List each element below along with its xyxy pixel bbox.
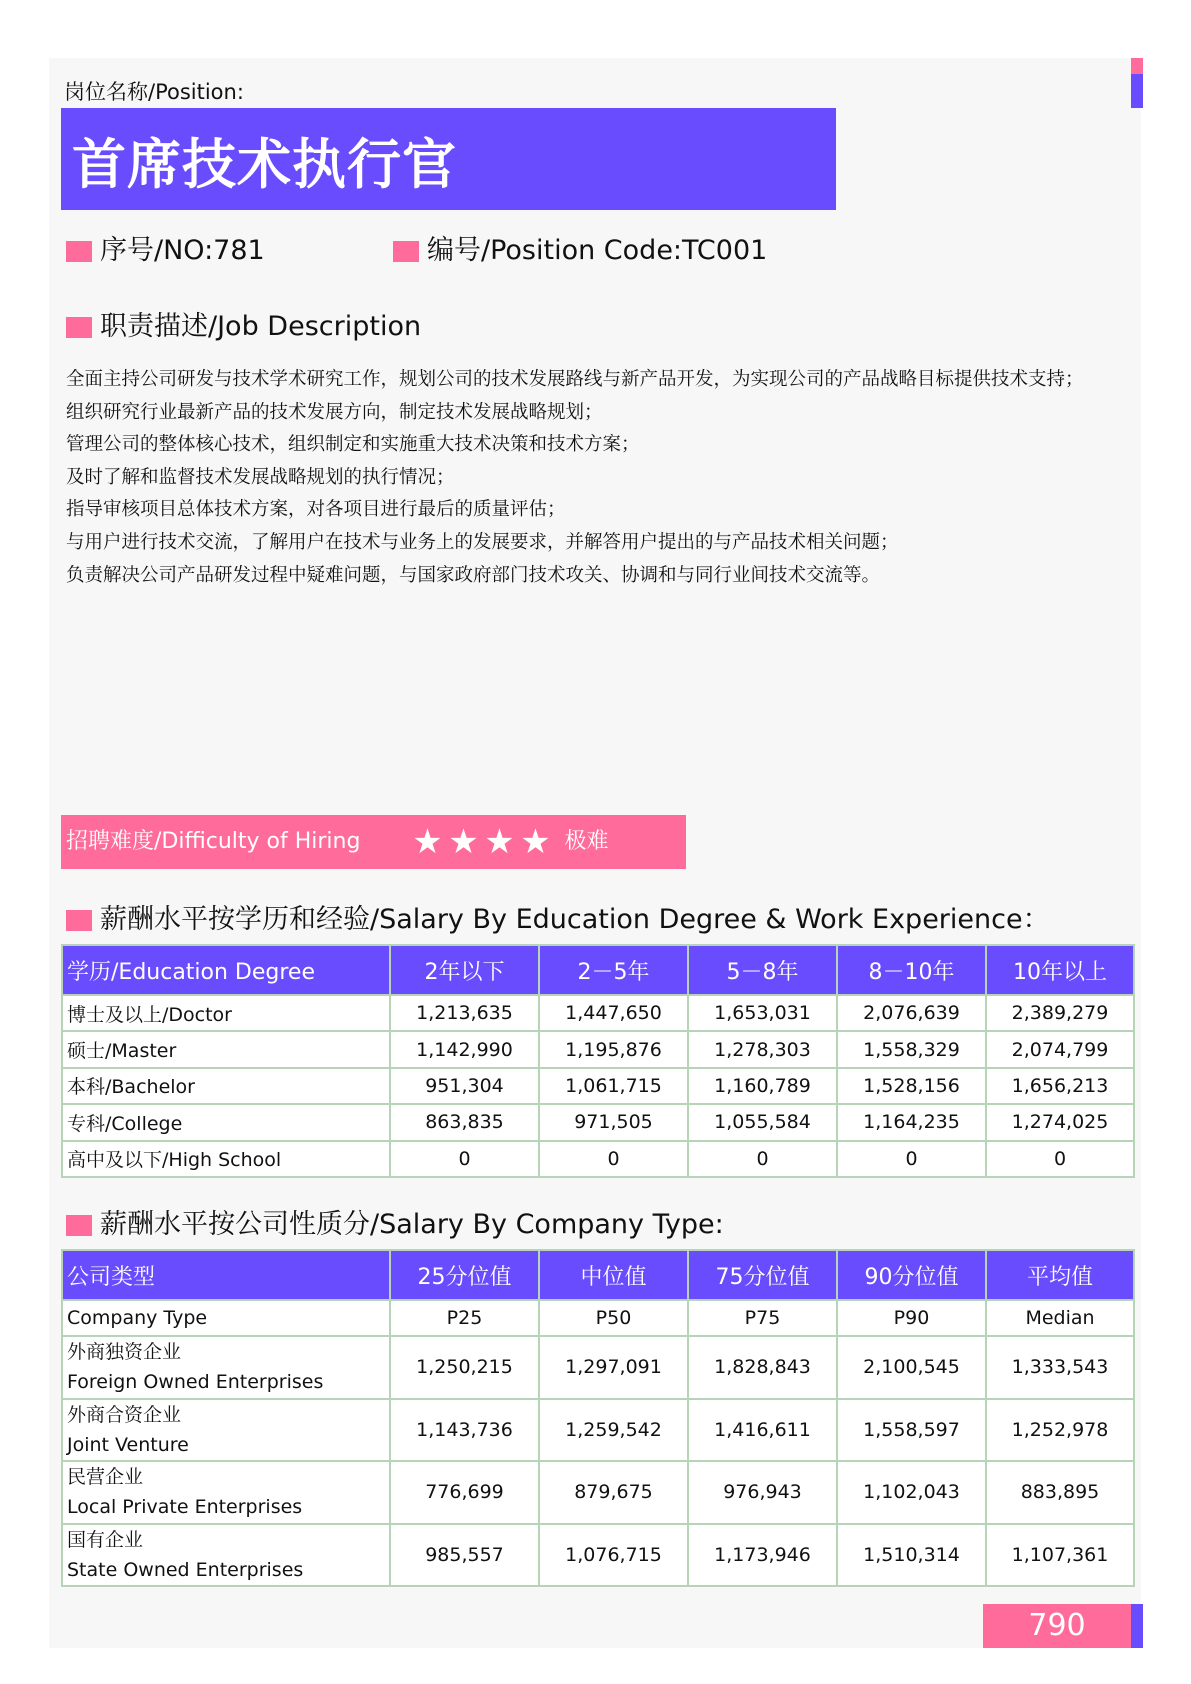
position-code-text: 编号/Position Code:TC001 bbox=[427, 235, 768, 266]
column-header: 2－5年 bbox=[539, 945, 688, 995]
corner-accent-pink bbox=[1131, 58, 1143, 74]
position-code bbox=[393, 228, 767, 267]
table-cell: 0 bbox=[986, 1141, 1134, 1177]
company-type-cell bbox=[62, 1399, 390, 1462]
description-line: 及时了解和监督技术发展战略规划的执行情况； bbox=[66, 466, 455, 488]
table-cell: 863,835 bbox=[390, 1104, 539, 1140]
page-number: 790 bbox=[983, 1604, 1131, 1648]
salary-company-heading bbox=[66, 1202, 724, 1241]
table-cell: Company Type bbox=[62, 1300, 390, 1336]
table-row bbox=[62, 1068, 1134, 1104]
table-cell: 高中及以下/High School bbox=[62, 1141, 390, 1177]
table-cell: 1,213,635 bbox=[390, 995, 539, 1031]
page-number-tab bbox=[1131, 1604, 1143, 1648]
table-cell: 879,675 bbox=[539, 1461, 688, 1524]
table-cell: 1,173,946 bbox=[688, 1524, 837, 1587]
bullet-square-icon bbox=[66, 1215, 92, 1236]
description-line: 全面主持公司研发与技术学术研究工作，规划公司的技术发展路线与新产品开发，为实现公司的产品战略目标提供技术支持； bbox=[66, 369, 1084, 390]
bullet-square-icon bbox=[66, 241, 92, 262]
table-cell: 1,274,025 bbox=[986, 1104, 1134, 1140]
column-header: 90分位值 bbox=[837, 1250, 986, 1300]
table-cell: 1,510,314 bbox=[837, 1524, 986, 1587]
table-cell: Median bbox=[986, 1300, 1134, 1336]
company-type-cell bbox=[62, 1524, 390, 1587]
position-label: 岗位名称/Position: bbox=[64, 80, 244, 104]
position-number bbox=[66, 228, 265, 267]
table-cell: 976,943 bbox=[688, 1461, 837, 1524]
description-line: 管理公司的整体核心技术，组织制定和实施重大技术决策和技术方案； bbox=[66, 434, 640, 456]
table-header-row bbox=[62, 945, 1134, 995]
table-cell: 776,699 bbox=[390, 1461, 539, 1524]
table-code-row bbox=[62, 1300, 1134, 1336]
company-type-cn: 国有企业 bbox=[67, 1528, 144, 1551]
column-header: 2年以下 bbox=[390, 945, 539, 995]
difficulty-level: 极难 bbox=[564, 829, 609, 854]
table-cell: P25 bbox=[390, 1300, 539, 1336]
star-icon: ★ bbox=[412, 822, 443, 862]
company-type-cell bbox=[62, 1461, 390, 1524]
table-cell: P75 bbox=[688, 1300, 837, 1336]
table-cell: 951,304 bbox=[390, 1068, 539, 1104]
job-description-body bbox=[66, 364, 1136, 592]
table-cell: 1,076,715 bbox=[539, 1524, 688, 1587]
table-cell: 1,416,611 bbox=[688, 1399, 837, 1462]
table-cell: 1,143,736 bbox=[390, 1399, 539, 1462]
difficulty-label: 招聘难度/Difficulty of Hiring bbox=[66, 829, 361, 854]
table-cell: 1,142,990 bbox=[390, 1031, 539, 1067]
table-cell: 1,528,156 bbox=[837, 1068, 986, 1104]
table-row bbox=[62, 1461, 1134, 1524]
table-cell: 1,061,715 bbox=[539, 1068, 688, 1104]
salary-education-heading bbox=[66, 897, 1050, 936]
table-cell: 1,447,650 bbox=[539, 995, 688, 1031]
table-row bbox=[62, 1031, 1134, 1067]
table-cell: 1,653,031 bbox=[688, 995, 837, 1031]
bullet-square-icon bbox=[393, 241, 419, 262]
table-cell: 2,076,639 bbox=[837, 995, 986, 1031]
table-cell: 1,055,584 bbox=[688, 1104, 837, 1140]
table-cell: 本科/Bachelor bbox=[62, 1068, 390, 1104]
company-type-cell bbox=[62, 1336, 390, 1399]
table-cell: 2,389,279 bbox=[986, 995, 1134, 1031]
position-number-text: 序号/NO:781 bbox=[100, 235, 265, 266]
description-line: 负责解决公司产品研发过程中疑难问题，与国家政府部门技术攻关、协调和与同行业间技术交流等。 bbox=[66, 564, 881, 586]
bullet-square-icon bbox=[66, 317, 92, 338]
table-cell: 博士及以上/Doctor bbox=[62, 995, 390, 1031]
company-type-cn: 外商独资企业 bbox=[67, 1341, 182, 1364]
column-header: 25分位值 bbox=[390, 1250, 539, 1300]
table-row bbox=[62, 1104, 1134, 1140]
table-cell: 1,252,978 bbox=[986, 1399, 1134, 1462]
table-cell: 0 bbox=[688, 1141, 837, 1177]
salary-company-heading-text: 薪酬水平按公司性质分/Salary By Company Type: bbox=[100, 1209, 724, 1240]
star-icon: ★ bbox=[520, 822, 551, 862]
salary-education-table bbox=[61, 944, 1135, 1178]
table-row bbox=[62, 1141, 1134, 1177]
table-cell: 883,895 bbox=[986, 1461, 1134, 1524]
table-cell: 2,074,799 bbox=[986, 1031, 1134, 1067]
column-header: 公司类型 bbox=[62, 1250, 390, 1300]
table-cell: 1,250,215 bbox=[390, 1336, 539, 1399]
table-cell: 1,259,542 bbox=[539, 1399, 688, 1462]
company-type-cn: 民营企业 bbox=[67, 1466, 144, 1489]
table-cell: 1,107,361 bbox=[986, 1524, 1134, 1587]
star-icon: ★ bbox=[448, 822, 479, 862]
table-cell: 专科/College bbox=[62, 1104, 390, 1140]
description-line: 组织研究行业最新产品的技术发展方向，制定技术发展战略规划； bbox=[66, 401, 603, 423]
table-cell: P50 bbox=[539, 1300, 688, 1336]
table-cell: 985,557 bbox=[390, 1524, 539, 1587]
corner-accent-purple bbox=[1131, 74, 1143, 108]
table-row bbox=[62, 1524, 1134, 1587]
description-line: 指导审核项目总体技术方案，对各项目进行最后的质量评估； bbox=[66, 499, 566, 521]
table-row bbox=[62, 1399, 1134, 1462]
description-line: 与用户进行技术交流，了解用户在技术与业务上的发展要求，并解答用户提出的与产品技术相关问题； bbox=[66, 531, 899, 553]
company-type-en: State Owned Enterprises bbox=[67, 1558, 304, 1581]
star-icon: ★ bbox=[484, 822, 515, 862]
column-header: 平均值 bbox=[986, 1250, 1134, 1300]
column-header: 中位值 bbox=[539, 1250, 688, 1300]
salary-education-heading-text: 薪酬水平按学历和经验/Salary By Education Degree & Work Experience： bbox=[100, 904, 1050, 935]
difficulty-rating bbox=[409, 815, 553, 869]
table-cell: 1,333,543 bbox=[986, 1336, 1134, 1399]
table-cell: P90 bbox=[837, 1300, 986, 1336]
job-description-heading bbox=[66, 304, 421, 343]
table-cell: 1,297,091 bbox=[539, 1336, 688, 1399]
column-header: 8－10年 bbox=[837, 945, 986, 995]
company-type-cn: 外商合资企业 bbox=[67, 1403, 182, 1426]
table-cell: 1,278,303 bbox=[688, 1031, 837, 1067]
table-cell: 1,102,043 bbox=[837, 1461, 986, 1524]
table-cell: 1,195,876 bbox=[539, 1031, 688, 1067]
column-header: 5－8年 bbox=[688, 945, 837, 995]
table-cell: 0 bbox=[539, 1141, 688, 1177]
table-cell: 1,164,235 bbox=[837, 1104, 986, 1140]
table-cell: 硕士/Master bbox=[62, 1031, 390, 1067]
table-cell: 1,558,329 bbox=[837, 1031, 986, 1067]
table-cell: 2,100,545 bbox=[837, 1336, 986, 1399]
table-cell: 1,828,843 bbox=[688, 1336, 837, 1399]
bullet-square-icon bbox=[66, 910, 92, 931]
table-cell: 1,558,597 bbox=[837, 1399, 986, 1462]
table-cell: 971,505 bbox=[539, 1104, 688, 1140]
table-cell: 0 bbox=[837, 1141, 986, 1177]
column-header: 75分位值 bbox=[688, 1250, 837, 1300]
table-row bbox=[62, 1336, 1134, 1399]
company-type-en: Joint Venture bbox=[67, 1433, 189, 1456]
table-row bbox=[62, 995, 1134, 1031]
table-cell: 0 bbox=[390, 1141, 539, 1177]
company-type-en: Foreign Owned Enterprises bbox=[67, 1371, 324, 1394]
table-cell: 1,160,789 bbox=[688, 1068, 837, 1104]
page-title: 首席技术执行官 bbox=[72, 133, 457, 196]
table-header-row bbox=[62, 1250, 1134, 1300]
company-type-en: Local Private Enterprises bbox=[67, 1496, 303, 1519]
column-header: 10年以上 bbox=[986, 945, 1134, 995]
salary-company-table bbox=[61, 1249, 1135, 1587]
job-description-heading-text: 职责描述/Job Description bbox=[100, 311, 422, 342]
column-header: 学历/Education Degree bbox=[62, 945, 390, 995]
table-cell: 1,656,213 bbox=[986, 1068, 1134, 1104]
hiring-difficulty-bar bbox=[61, 815, 686, 869]
